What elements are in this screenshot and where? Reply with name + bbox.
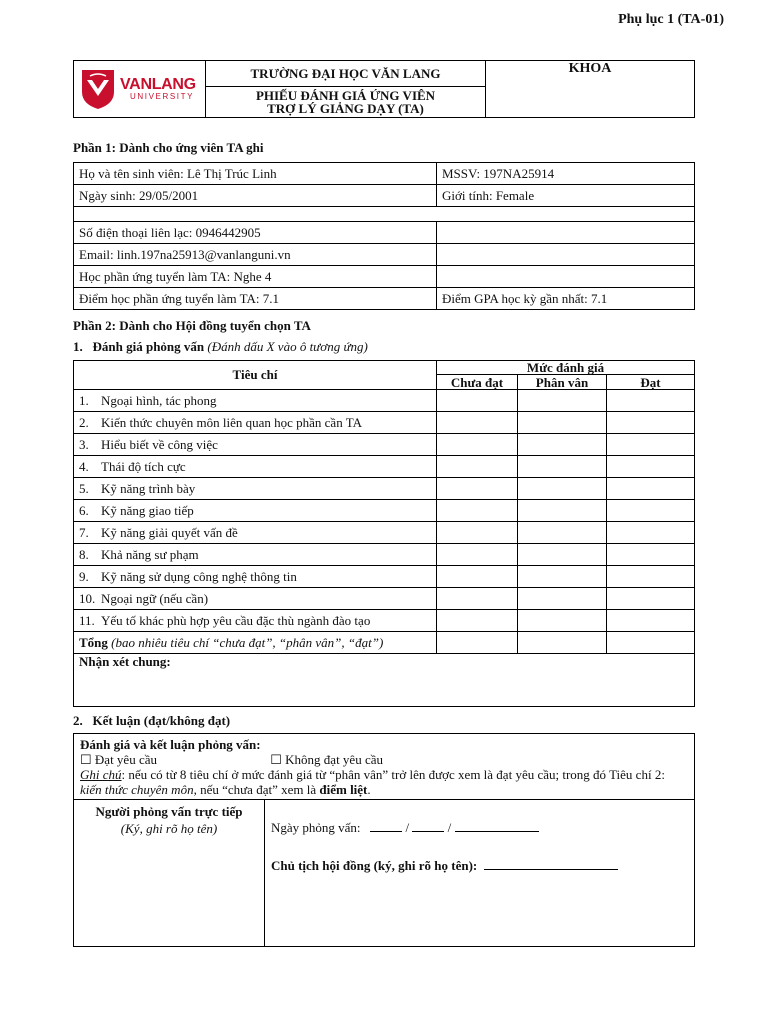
rating-pass-cell[interactable] [607, 390, 695, 412]
col-criteria: Tiêu chí [74, 361, 437, 390]
rating-fail-cell[interactable] [437, 588, 518, 610]
rating-fail-cell[interactable] [437, 478, 518, 500]
criteria-number: 8. [79, 546, 89, 562]
criteria-row [74, 412, 695, 434]
criteria-text: Ngoại hình, tác phong [101, 392, 217, 408]
general-comment-label: Nhận xét chung: [79, 654, 171, 669]
criteria-text: Khả năng sư phạm [101, 546, 199, 562]
date-day-field[interactable] [370, 821, 402, 832]
criteria-text: Kỹ năng giải quyết vấn đề [101, 524, 238, 540]
date-of-birth: Ngày sinh: 29/05/2001 [74, 185, 437, 207]
section1-number: 1. [73, 339, 83, 354]
criteria-label [74, 434, 437, 456]
rating-undecided-cell[interactable] [518, 522, 607, 544]
blank-cell [437, 266, 695, 288]
rating-undecided-cell[interactable] [518, 500, 607, 522]
total-pass-cell[interactable] [607, 632, 695, 654]
checkbox-icon[interactable]: ☐ [80, 752, 92, 767]
email: Email: linh.197na25913@vanlanguni.vn [74, 244, 437, 266]
note-bold: điểm liệt [319, 782, 368, 797]
form-title-line2: TRỢ LÝ GIẢNG DẠY (TA) [267, 101, 424, 116]
section1-title: Đánh giá phỏng vấn [92, 339, 205, 354]
form-title-line1: PHIẾU ĐÁNH GIÁ ỨNG VIÊN [255, 88, 436, 103]
rating-fail-cell[interactable] [437, 610, 518, 632]
criteria-text: Kỹ năng trình bày [101, 480, 196, 496]
rating-pass-cell[interactable] [607, 500, 695, 522]
school-name: TRƯỜNG ĐẠI HỌC VĂN LANG [206, 61, 486, 87]
criteria-label [74, 544, 437, 566]
criteria-row [74, 566, 695, 588]
rating-undecided-cell[interactable] [518, 588, 607, 610]
criteria-label [74, 500, 437, 522]
blank-row [74, 207, 695, 222]
rating-fail-cell[interactable] [437, 566, 518, 588]
appendix-label: Phụ lục 1 (TA-01) [618, 12, 724, 27]
criteria-number: 4. [79, 458, 89, 474]
total-fail-cell[interactable] [437, 632, 518, 654]
gpa: Điểm GPA học kỳ gần nhất: 7.1 [437, 288, 695, 310]
rating-pass-cell[interactable] [607, 544, 695, 566]
rating-fail-cell[interactable] [437, 544, 518, 566]
criteria-number: 7. [79, 524, 89, 540]
part1-title: Phần 1: Dành cho ứng viên TA ghi [73, 140, 264, 155]
criteria-label [74, 478, 437, 500]
total-undecided-cell[interactable] [518, 632, 607, 654]
criteria-text: Kiến thức chuyên môn liên quan học phần cần TA [101, 414, 362, 430]
interview-details-cell [265, 800, 695, 947]
note-text1: : nếu có từ 8 tiêu chí ở mức đánh giá từ “phân vân” trở lên được xem là đạt yêu cầu; trong đó Tiêu chí 2: [121, 767, 665, 782]
logo-name: VANLANG [120, 76, 196, 93]
rating-fail-cell[interactable] [437, 434, 518, 456]
interview-date-label: Ngày phỏng vấn: [271, 820, 361, 835]
rating-pass-cell[interactable] [607, 566, 695, 588]
section2-number: 2. [73, 713, 83, 728]
student-id: MSSV: 197NA25914 [437, 163, 695, 185]
col-pass: Đạt [607, 375, 695, 390]
fail-option[interactable] [270, 752, 383, 767]
rating-undecided-cell[interactable] [518, 610, 607, 632]
conclusion-title: Đánh giá và kết luận phỏng vấn: [80, 737, 261, 752]
criteria-number: 10. [79, 590, 96, 606]
rating-pass-cell[interactable] [607, 456, 695, 478]
rating-fail-cell[interactable] [437, 522, 518, 544]
criteria-text: Ngoại ngữ (nếu cần) [101, 590, 209, 606]
applied-course: Học phần ứng tuyển làm TA: Nghe 4 [74, 266, 437, 288]
criteria-row [74, 544, 695, 566]
rating-fail-cell[interactable] [437, 390, 518, 412]
criteria-text: Kỹ năng sử dụng công nghệ thông tin [101, 568, 297, 584]
phone: Số điện thoại liên lạc: 0946442905 [74, 222, 437, 244]
criteria-label [74, 522, 437, 544]
criteria-number: 9. [79, 568, 89, 584]
col-fail: Chưa đạt [437, 375, 518, 390]
section2-title: Kết luận (đạt/không đạt) [92, 713, 231, 728]
criteria-number: 1. [79, 392, 89, 408]
checkbox-icon[interactable]: ☐ [270, 752, 282, 767]
criteria-row [74, 588, 695, 610]
faculty-label: KHOA [486, 61, 695, 118]
criteria-row [74, 500, 695, 522]
chair-signature-field[interactable] [484, 859, 618, 870]
criteria-row [74, 390, 695, 412]
col-undecided: Phân vân [518, 375, 607, 390]
part2-title: Phần 2: Dành cho Hội đồng tuyển chọn TA [73, 318, 311, 333]
note-paragraph [80, 767, 688, 797]
criteria-number: 6. [79, 502, 89, 518]
pass-option[interactable] [80, 752, 157, 767]
criteria-row [74, 610, 695, 632]
criteria-label [74, 566, 437, 588]
form-title [206, 87, 486, 118]
criteria-row [74, 456, 695, 478]
logo-sub: UNIVERSITY [130, 92, 195, 101]
criteria-label [74, 412, 437, 434]
interviewer-signature-cell[interactable] [74, 800, 265, 947]
criteria-text: Thái độ tích cực [101, 458, 186, 474]
col-level: Mức đánh giá [437, 361, 695, 375]
candidate-info-table [73, 162, 695, 310]
criteria-text: Yếu tố khác phù hợp yêu cầu đặc thù ngành đào tạo [101, 612, 371, 628]
criteria-row [74, 478, 695, 500]
fail-option-label: Không đạt yêu cầu [285, 752, 383, 767]
rating-fail-cell[interactable] [437, 412, 518, 434]
section1-note: (Đánh dấu X vào ô tương ứng) [207, 339, 368, 354]
criteria-label [74, 610, 437, 632]
conclusion-table [73, 733, 695, 947]
criteria-label [74, 456, 437, 478]
chair-row [271, 858, 689, 874]
blank-cell [437, 244, 695, 266]
total-label: Tổng [79, 634, 108, 650]
student-name: Họ và tên sinh viên: Lê Thị Trúc Linh [74, 163, 437, 185]
interview-date-row: Ngày phỏng vấn: / / [271, 820, 689, 836]
rating-fail-cell[interactable] [437, 456, 518, 478]
total-note: (bao nhiêu tiêu chí “chưa đạt”, “phân vân”, “đạt”) [111, 634, 384, 650]
rating-undecided-cell[interactable] [518, 544, 607, 566]
rating-undecided-cell[interactable] [518, 434, 607, 456]
rating-pass-cell[interactable] [607, 478, 695, 500]
criteria-row [74, 522, 695, 544]
conclusion-cell [74, 734, 695, 800]
rating-undecided-cell[interactable] [518, 566, 607, 588]
note-text2: , nếu “chưa đạt” xem là [193, 782, 320, 797]
general-comment-cell[interactable] [74, 654, 695, 707]
conclusion-options [80, 752, 688, 767]
rating-pass-cell[interactable] [607, 412, 695, 434]
interviewer-note: (Ký, ghi rõ họ tên) [120, 821, 218, 836]
note-italic: kiến thức chuyên môn [80, 782, 194, 797]
gender: Giới tính: Female [437, 185, 695, 207]
note-label: Ghi chú [80, 767, 122, 782]
rating-fail-cell[interactable] [437, 500, 518, 522]
rating-pass-cell[interactable] [607, 610, 695, 632]
course-score: Điểm học phần ứng tuyển làm TA: 7.1 [74, 288, 437, 310]
rating-pass-cell[interactable] [607, 434, 695, 456]
rating-undecided-cell[interactable] [518, 478, 607, 500]
section2-heading [73, 713, 230, 729]
section1-heading [73, 339, 368, 355]
rating-pass-cell[interactable] [607, 522, 695, 544]
criteria-number: 2. [79, 414, 89, 430]
interviewer-label: Người phỏng vấn trực tiếp [95, 804, 243, 819]
criteria-row [74, 434, 695, 456]
criteria-number: 5. [79, 480, 89, 496]
evaluation-table [73, 360, 695, 707]
university-logo [74, 68, 205, 110]
rating-undecided-cell[interactable] [518, 456, 607, 478]
chair-label: Chủ tịch hội đồng (ký, ghi rõ họ tên): [271, 858, 478, 873]
pass-option-label: Đạt yêu cầu [94, 752, 157, 767]
date-month-field[interactable] [412, 821, 444, 832]
rating-undecided-cell[interactable] [518, 412, 607, 434]
rating-undecided-cell[interactable] [518, 390, 607, 412]
criteria-number: 11. [79, 612, 95, 628]
header-table [73, 60, 695, 118]
criteria-number: 3. [79, 436, 89, 452]
note-end: . [367, 782, 371, 797]
blank-cell [437, 222, 695, 244]
date-year-field[interactable] [455, 821, 539, 832]
criteria-text: Hiểu biết về công việc [101, 436, 218, 452]
criteria-rows [74, 390, 695, 632]
rating-pass-cell[interactable] [607, 588, 695, 610]
logo-shield-icon [80, 68, 116, 110]
criteria-text: Kỹ năng giao tiếp [101, 502, 194, 518]
criteria-label [74, 588, 437, 610]
logo-cell [74, 61, 206, 118]
criteria-label [74, 390, 437, 412]
total-row-label [74, 632, 437, 654]
